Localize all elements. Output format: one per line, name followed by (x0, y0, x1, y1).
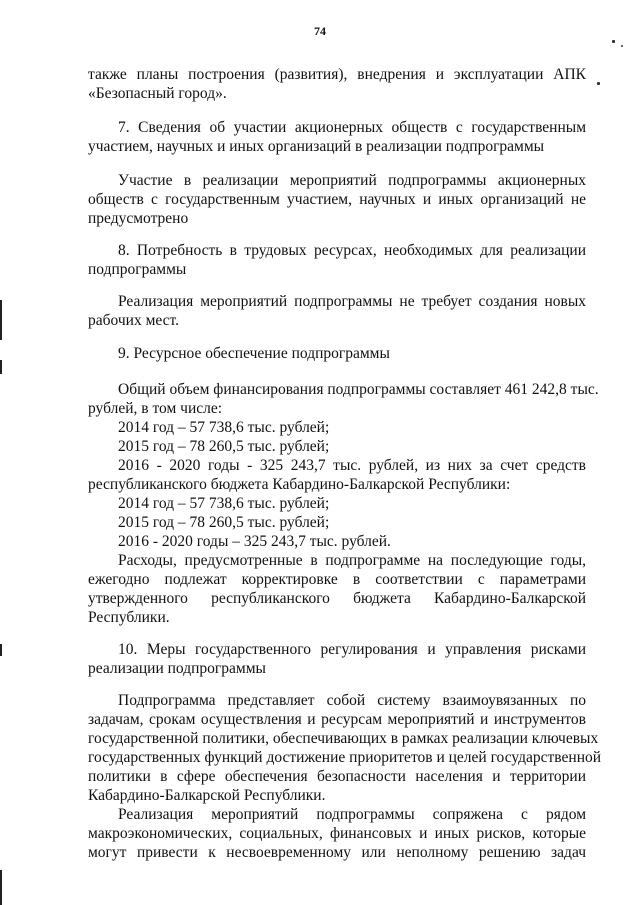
text-line: макроэкономических, социальных, финансовых и иных рисков, которые (88, 825, 586, 842)
scan-margin-mark (0, 644, 2, 656)
scan-speck (612, 40, 615, 43)
text-line: обществ с государственным участием, научных и иных организаций не (88, 191, 586, 208)
text-line: Общий объем финансирования подпрограммы составляет 461 242,8 тыс. (118, 381, 599, 398)
section-heading: реализации подпрограммы (88, 660, 266, 677)
text-line: Участие в реализации мероприятий подпрограммы акционерных (118, 172, 586, 189)
text-line: республиканского бюджета Кабардино-Балкарской Республики: (88, 476, 511, 493)
scan-margin-mark (0, 870, 2, 905)
text-line: ежегодно подлежат корректировке в соответствии с параметрами (88, 571, 586, 588)
text-line: государственных функций достижение приоритетов и целей государственной (88, 749, 602, 766)
text-line: 2014 год – 57 738,6 тыс. рублей; (118, 495, 330, 512)
text-line: предусмотрено (88, 210, 189, 227)
text-line: политики в сфере обеспечения безопасности населения и территории (88, 768, 586, 785)
scan-margin-mark (0, 360, 2, 374)
scan-margin-mark (0, 300, 2, 340)
text-line: Кабардино-Балкарской Республики. (88, 787, 326, 804)
text-line: могут привести к несвоевременному или неполному решению задач (88, 844, 586, 861)
text-line: задачам, срокам осуществления и ресурсам мероприятий и инструментов (88, 711, 586, 728)
text-line: 2015 год – 78 260,5 тыс. рублей; (118, 438, 330, 455)
text-line: 2015 год – 78 260,5 тыс. рублей; (118, 514, 330, 531)
text-line: 2014 год – 57 738,6 тыс. рублей; (118, 419, 330, 436)
text-line: Расходы, предусмотренные в подпрограмме на последующие годы, (118, 552, 586, 569)
section-heading: 7. Сведения об участии акционерных обществ с государственным (118, 119, 586, 136)
scan-speck (621, 45, 623, 47)
text-line: рублей, в том числе: (88, 400, 223, 417)
section-heading: подпрограммы (88, 261, 187, 278)
text-line: 2016 - 2020 годы - 325 243,7 тыс. рублей, из них за счет средств (118, 457, 586, 474)
text-line: 2016 - 2020 годы – 325 243,7 тыс. рублей. (118, 533, 391, 550)
section-heading: 10. Меры государственного регулирования и управления рисками (118, 641, 586, 658)
text-line: также планы построения (развития), внедрения и эксплуатации АПК (88, 66, 586, 83)
text-line: государственной политики, обеспечивающих в рамках реализации ключевых (88, 730, 599, 747)
text-line: утвержденного республиканского бюджета Кабардино-Балкарской (88, 590, 586, 607)
text-line: «Безопасный город». (88, 85, 227, 102)
text-line: Реализация мероприятий подпрограммы сопряжена с рядом (118, 806, 586, 823)
text-line: Подпрограмма представляет собой систему взаимоувязанных по (118, 692, 586, 709)
section-heading: 8. Потребность в трудовых ресурсах, необходимых для реализации (118, 242, 586, 259)
section-heading: участием, научных и иных организаций в реализации подпрограммы (88, 138, 545, 155)
scan-speck (597, 82, 600, 85)
text-line: рабочих мест. (88, 312, 180, 329)
text-line: Республики. (88, 609, 170, 626)
section-heading: 9. Ресурсное обеспечение подпрограммы (118, 345, 390, 362)
page-number: 74 (314, 24, 326, 38)
text-line: Реализация мероприятий подпрограммы не требует создания новых (118, 293, 586, 310)
